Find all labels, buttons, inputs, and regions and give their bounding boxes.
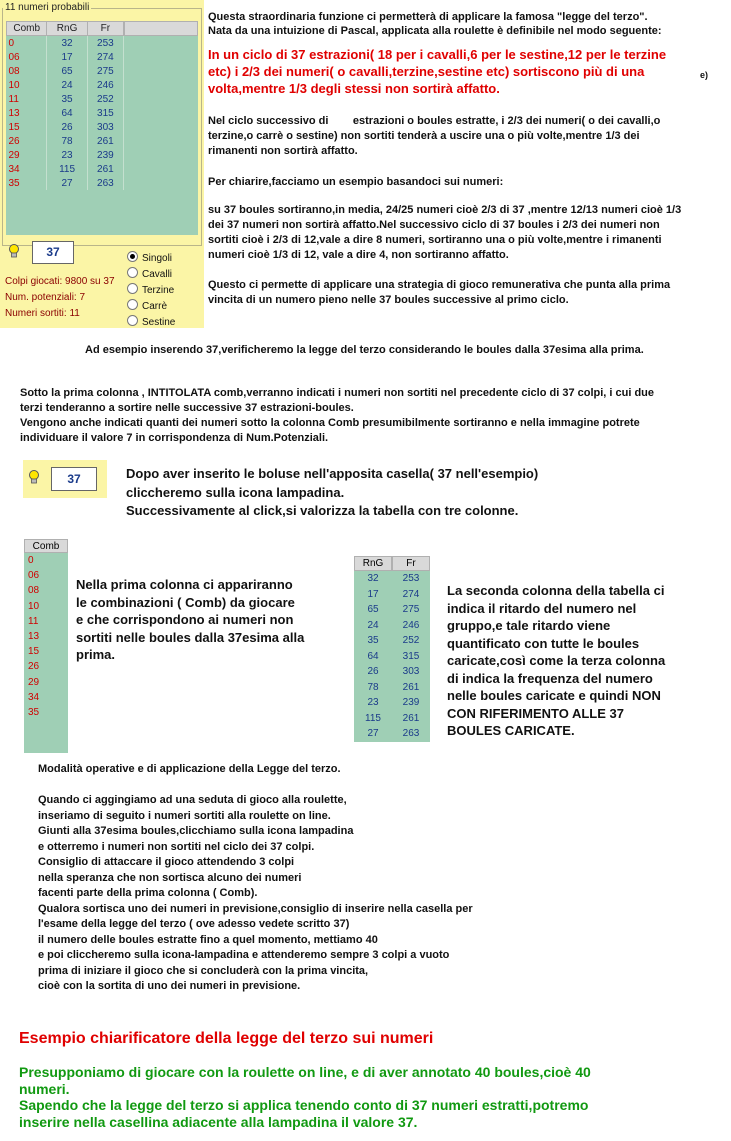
rf-header-fr[interactable]: Fr: [392, 556, 430, 571]
table-row[interactable]: [7, 78, 124, 92]
table-row[interactable]: [7, 50, 124, 64]
table-row[interactable]: [354, 618, 430, 634]
comb-cell: 06: [7, 50, 47, 64]
green-line: inserire nella casellina adiacente alla lampadina il valore 37.: [19, 1113, 418, 1130]
comb-cell: 26: [7, 134, 47, 148]
rng-cell: 115: [47, 162, 87, 176]
intro-p4a: su 37 boules sortiranno,in media, 24/25 numeri cioè 2/3 di 37 ,mentre 12/13 numeri cioè 1/3: [208, 204, 682, 216]
modalita-line: facenti parte della prima colonna ( Comb).: [38, 887, 258, 899]
modalita-line: prima di iniziare il gioco che si concluderà con la prima vincita,: [38, 964, 369, 977]
table-row[interactable]: [7, 120, 124, 134]
green-paragraph: [19, 1064, 591, 1130]
comb-value: 0: [28, 555, 34, 566]
rng-cell: 27: [47, 176, 87, 190]
intro-red1: In un ciclo di 37 estrazioni( 18 per i cavalli,6 per le sestine,12 per le terzine: [208, 47, 667, 62]
modalita-line: Modalità operative e di applicazione della Legge del terzo.: [38, 763, 341, 775]
rng-cell: 115: [365, 712, 381, 724]
group-title: 11 numeri probabili: [5, 2, 90, 13]
lightbulb-icon[interactable]: [28, 470, 40, 486]
intro-p5a: Questo ci permette di applicare una strategia di gioco remunerativa che punta alla prima: [208, 279, 671, 291]
rng-cell: 32: [367, 573, 379, 584]
fr-cell: 246: [87, 78, 123, 92]
rf-text-line: nelle boules caricate e quindi NON: [447, 688, 661, 703]
section-heading: Esempio chiarificatore della legge del terzo sui numeri: [19, 1030, 434, 1047]
fr-cell: 252: [87, 92, 123, 106]
radio-carre[interactable]: [127, 299, 175, 315]
radio-dot[interactable]: [127, 315, 138, 326]
col-header-comb[interactable]: Comb: [7, 22, 47, 36]
comb-value: 06: [28, 570, 40, 582]
table-row[interactable]: [7, 176, 124, 190]
lamp-text-b: cliccheremo sulla icona lampadina.: [126, 485, 345, 500]
rf-text-line: indica il ritardo del numero nel: [447, 600, 637, 616]
comb-cell: 10: [7, 78, 47, 92]
rf-text: [447, 582, 665, 740]
lightbulb-icon[interactable]: [8, 244, 20, 260]
rng-cell: 17: [367, 588, 379, 600]
comb-value: 26: [28, 661, 40, 673]
rf-header-row: [354, 556, 430, 571]
fr-cell: 274: [402, 588, 420, 600]
comb-text-line: Nella prima colonna ci appariranno: [76, 577, 293, 592]
rf-table: [354, 556, 430, 742]
rng-cell: 23: [47, 148, 87, 162]
radio-dot[interactable]: [127, 299, 138, 310]
para2-c: Vengono anche indicati quanti dei numeri sotto la colonna Comb presumibilmente sortiranno e nella immagine potrete: [20, 417, 640, 429]
comb-value: 08: [28, 585, 40, 597]
comb-header[interactable]: Comb: [24, 539, 68, 553]
grid-filler: [124, 36, 198, 190]
modalita-line: [38, 778, 473, 794]
comb-cell: 0: [7, 36, 47, 51]
comb-cell: 11: [7, 92, 47, 106]
modalita-line: il numero delle boules estratte fino a quel momento, mettiamo 40: [38, 933, 378, 946]
rng-cell: 65: [47, 64, 87, 78]
radio-dot[interactable]: [127, 251, 138, 262]
comb-value: 29: [28, 676, 40, 688]
radio-dot[interactable]: [127, 267, 138, 278]
comb-cell: 15: [7, 120, 47, 134]
col-header-rng[interactable]: RnG: [47, 22, 87, 36]
table-row[interactable]: [354, 726, 430, 742]
fr-cell: 315: [402, 650, 420, 662]
modalita-line: l'esame della legge del terzo ( ove adesso vedete scritto 37): [38, 918, 350, 930]
radio-label: Singoli: [142, 253, 173, 264]
radio-singoli[interactable]: [127, 251, 175, 267]
radio-sestine[interactable]: [127, 315, 175, 331]
radio-label: Carrè: [142, 301, 168, 312]
modalita-line: nella speranza che non sortisca alcuno dei numeri: [38, 871, 302, 884]
col-header-fr[interactable]: Fr: [87, 22, 123, 36]
boules-input[interactable]: 37: [32, 241, 74, 264]
rng-cell: 64: [367, 650, 379, 662]
mode-radio-group: [127, 251, 175, 331]
num-potenziali: Num. potenziali: 7: [5, 292, 86, 303]
comb-cell: 13: [7, 106, 47, 120]
green-line: numeri.: [19, 1080, 70, 1097]
rf-text-line: gruppo,e tale ritardo viene: [447, 618, 611, 633]
fr-cell: 261: [87, 134, 123, 148]
comb-value: 15: [28, 646, 40, 658]
fr-cell: 239: [87, 148, 123, 162]
comb-text-line: prima.: [76, 647, 116, 662]
intro-line2: Nata da una intuizione di Pascal, applicata alla roulette è definibile nel modo seguente:: [208, 25, 662, 37]
modalita-line: Giunti alla 37esima boules,clicchiamo sulla icona lampadina: [38, 825, 354, 837]
table-row[interactable]: [7, 134, 124, 148]
comb-value: 11: [28, 615, 39, 627]
table-row[interactable]: [354, 633, 430, 649]
intro-p5b: vincita di un numero pieno nelle 37 boules successive al primo ciclo.: [208, 294, 569, 306]
radio-label: Sestine: [142, 317, 176, 328]
comb-text-line: le combinazioni ( Comb) da giocare: [76, 594, 295, 610]
rng-cell: 26: [367, 666, 379, 677]
para2-d: individuare il valore 7 in corrispondenza di Num.Potenziali.: [20, 432, 329, 444]
rng-cell: 26: [47, 120, 87, 134]
table-row[interactable]: [7, 92, 124, 106]
table-row[interactable]: [354, 587, 430, 603]
para2-a: Sotto la prima colonna , INTITOLATA comb,verranno indicati i numeri non sortiti nel precedente ciclo di 37 colpi, i cui due: [20, 387, 655, 399]
fr-cell: 303: [402, 666, 420, 677]
rf-text-line: BOULES CARICATE.: [447, 723, 575, 738]
rf-text-line: caricate,così come la terza colonna: [447, 653, 666, 668]
rng-cell: 78: [47, 134, 87, 148]
modalita-line: cioè con la sortita di uno dei numeri in previsione.: [38, 980, 301, 992]
intro-p3: Per chiarire,facciamo un esempio basandoci sui numeri:: [208, 176, 504, 188]
intro-p4b: dei 37 numeri non sortirà affatto.Nel successivo ciclo di 37 boules i 2/3 dei numeri non: [208, 219, 660, 231]
comb-value: 13: [28, 630, 40, 642]
comb-text-line: sortiti nelle boules dalla 37esima alla: [76, 629, 305, 645]
rng-cell: 23: [367, 697, 379, 708]
colpi-giocati: Colpi giocati: 9800 su 37: [5, 276, 115, 287]
lamp-text-a: Dopo aver inserito le boluse nell'apposita casella( 37 nell'esempio): [126, 466, 539, 481]
rng-cell: 35: [47, 92, 87, 106]
table-row[interactable]: [7, 106, 124, 120]
table-row[interactable]: [354, 571, 430, 587]
modalita-line: Consiglio di attaccare il gioco attendendo 3 colpi: [38, 856, 295, 868]
intro-p2a: Nel ciclo successivo di estrazioni o boules estratte, i 2/3 dei numeri( o dei cavalli,o: [208, 115, 661, 127]
grid-empty-area: [6, 190, 198, 235]
rng-cell: 24: [47, 78, 87, 92]
rng-cell: 65: [367, 604, 379, 615]
modalita-block: [38, 762, 473, 995]
table-row[interactable]: [7, 162, 124, 176]
fr-cell: 261: [87, 162, 123, 176]
fr-cell: 275: [87, 64, 123, 78]
rng-cell: 64: [47, 106, 87, 120]
table-row[interactable]: [7, 148, 124, 162]
intro-p4d: numeri cioè 1/3 di 12, vale a dire 4, non sortiranno affatto.: [208, 249, 509, 261]
rf-header-rng[interactable]: RnG: [354, 556, 392, 571]
radio-label: Terzine: [142, 285, 175, 296]
grid-header-filler: [124, 21, 198, 36]
stray-text: e): [700, 70, 709, 80]
comb-cell: 29: [7, 148, 47, 162]
fr-cell: 252: [402, 635, 420, 646]
rng-cell: 24: [367, 619, 379, 631]
rng-cell: 32: [47, 36, 87, 51]
fr-cell: 261: [402, 681, 420, 693]
green-line: Presupponiamo di giocare con la roulette on line, e di aver annotato 40 boules,cioè 40: [19, 1064, 591, 1080]
results-table: [6, 21, 124, 190]
intro-red3: volta,mentre 1/3 degli stessi non sortirà affatto.: [208, 81, 500, 96]
fr-cell: 246: [402, 619, 420, 631]
intro-red2: etc) i 2/3 dei numeri( o cavalli,terzine,sestine etc) sortiscono più di una: [208, 64, 645, 79]
fr-cell: 275: [402, 604, 420, 615]
radio-label: Cavalli: [142, 269, 173, 280]
fr-cell: 263: [87, 176, 123, 190]
radio-terzine[interactable]: [127, 283, 175, 299]
rf-text-line: CON RIFERIMENTO ALLE 37: [447, 705, 624, 721]
rng-cell: 17: [47, 50, 87, 64]
radio-cavalli[interactable]: [127, 267, 175, 283]
rng-cell: 78: [367, 681, 379, 693]
fr-cell: 303: [87, 120, 123, 134]
table-row[interactable]: [7, 36, 124, 51]
example-line: Ad esempio inserendo 37,verificheremo la legge del terzo considerando le boules dalla 37esima alla prima.: [85, 344, 644, 356]
table-row[interactable]: [354, 664, 430, 680]
modalita-line: e otterremo i numeri non sortiti nel ciclo dei 37 colpi.: [38, 840, 315, 853]
lamp-input[interactable]: 37: [51, 467, 97, 491]
modalita-line: e poi cliccheremo sulla icona-lampadina e attenderemo sempre 3 colpi a vuoto: [38, 949, 450, 961]
table-row[interactable]: [354, 649, 430, 665]
comb-table: [24, 539, 68, 753]
fr-cell: 253: [402, 573, 420, 584]
table-row[interactable]: [354, 711, 430, 727]
modalita-line: inseriamo di seguito i numeri sortiti alla roulette on line.: [38, 809, 331, 822]
green-line: Sapendo che la legge del terzo si applica tenendo conto di 37 numeri estratti,potremo: [19, 1097, 589, 1113]
fr-cell: 253: [87, 36, 123, 51]
comb-cell: 34: [7, 162, 47, 176]
intro-p2b: terzine,o carrè o sestine) non sortiti tenderà a uscire una o più volte,mentre 1/3 dei: [208, 130, 640, 142]
comb-value: 10: [28, 600, 40, 612]
rf-text-line: La seconda colonna della tabella ci: [447, 583, 665, 598]
modalita-line: Qualora sortisca uno dei numeri in previsione,consiglio di inserire nella casella per: [38, 902, 473, 915]
comb-text: [76, 576, 304, 664]
intro-line1: Questa straordinaria funzione ci permetterà di applicare la famosa "legge del terzo".: [208, 11, 648, 23]
fr-cell: 274: [87, 50, 123, 64]
table-row[interactable]: [354, 602, 430, 618]
fr-cell: 261: [402, 712, 420, 724]
rf-text-line: quantificato con tutte le boules: [447, 635, 640, 651]
fr-cell: 239: [402, 697, 420, 708]
radio-dot[interactable]: [127, 283, 138, 294]
modalita-line: Quando ci aggingiamo ad una seduta di gioco alla roulette,: [38, 794, 347, 806]
lamp-text-c: Successivamente al click,si valorizza la tabella con tre colonne.: [126, 503, 519, 518]
intro-p4c: sortiti cioè i 2/3 di 12,vale a dire 8 numeri, sortiranno una o più volte,mentre i rimanenti: [208, 234, 662, 246]
comb-value: 35: [28, 706, 40, 718]
intro-p2c: rimanenti non sortirà affatto.: [208, 145, 358, 157]
table-row[interactable]: [7, 64, 124, 78]
table-row[interactable]: [354, 695, 430, 711]
rng-cell: 27: [367, 728, 379, 739]
comb-text-line: e che corrispondono ai numeri non: [76, 612, 294, 627]
para2-b: terzi tenderanno a sortire nelle successive 37 estrazioni-boules.: [20, 402, 354, 414]
comb-value: 34: [28, 691, 40, 703]
fr-cell: 263: [402, 728, 420, 739]
comb-cell: 08: [7, 64, 47, 78]
rng-cell: 35: [367, 635, 379, 646]
rf-text-line: di indica la frequenza del numero: [447, 670, 653, 686]
numeri-sortiti: Numeri sortiti: 11: [5, 308, 80, 319]
fr-cell: 315: [87, 106, 123, 120]
table-row[interactable]: [354, 680, 430, 696]
comb-cell: 35: [7, 176, 47, 190]
